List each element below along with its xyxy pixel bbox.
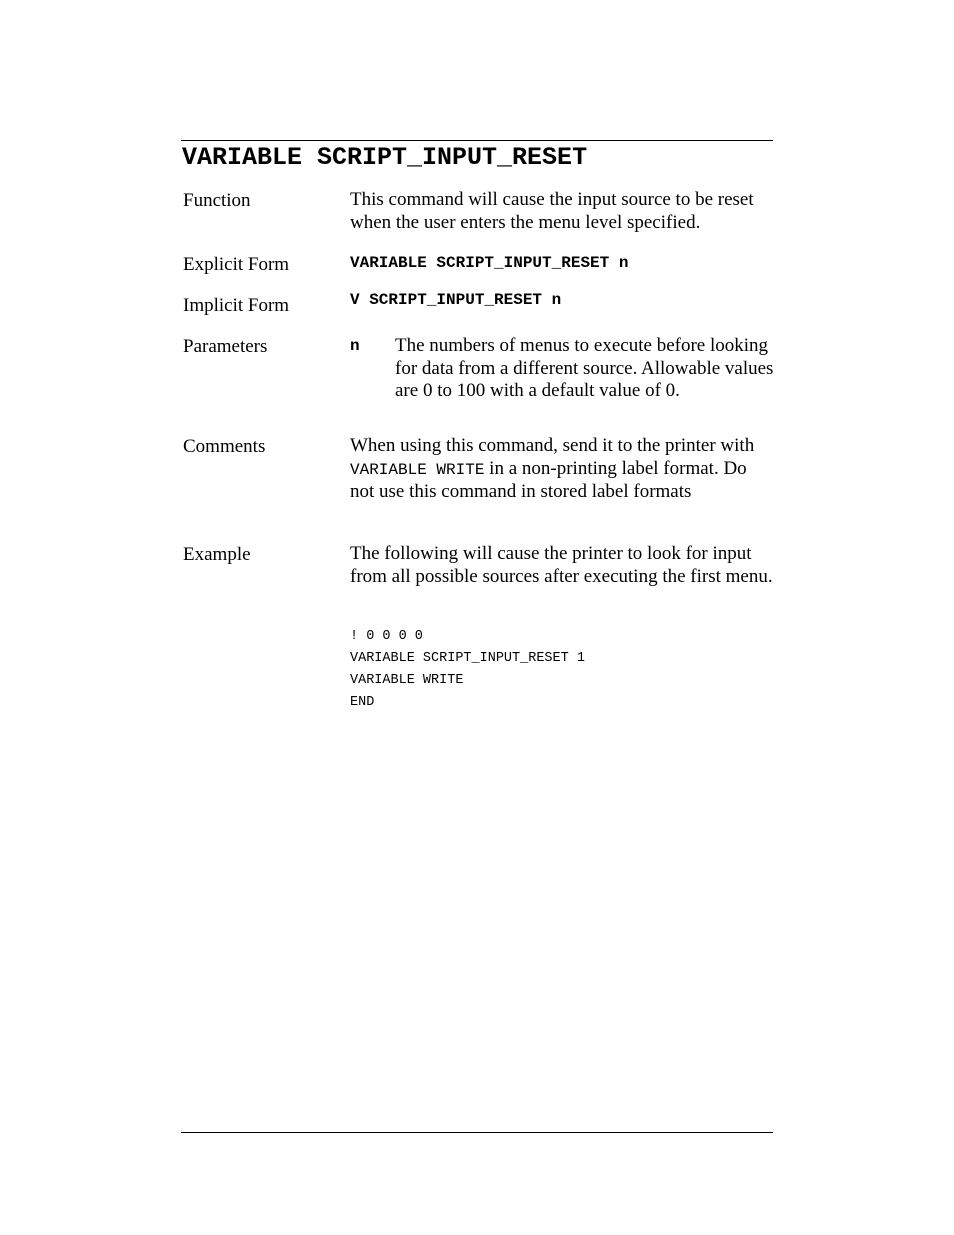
- comments-text-after: in a non-printing label format. Do not use this command in stored label formats: [350, 457, 747, 502]
- top-rule: [181, 140, 773, 141]
- code-line: END: [350, 695, 375, 710]
- page-title: VARIABLE SCRIPT_INPUT_RESET: [182, 143, 588, 172]
- code-line: VARIABLE SCRIPT_INPUT_RESET 1: [350, 651, 585, 666]
- code-line: VARIABLE WRITE: [350, 673, 464, 688]
- comments-label: Comments: [183, 436, 266, 457]
- comments-text: [350, 435, 770, 504]
- parameter-description: The numbers of menus to execute before looking for data from a different source. Allowable values are 0 to 100 with a default value of 0.: [395, 335, 774, 401]
- example-text: The following will cause the printer to look for input from all possible sources after executing the first menu.: [350, 543, 773, 587]
- function-text: This command will cause the input source to be reset when the user enters the menu level specified.: [350, 189, 754, 233]
- function-label: Function: [183, 190, 251, 211]
- code-line: ! 0 0 0 0: [350, 629, 423, 644]
- explicit-form-code: VARIABLE SCRIPT_INPUT_RESET n: [350, 254, 629, 272]
- parameters-label: Parameters: [183, 336, 268, 357]
- comments-inline-code: VARIABLE WRITE: [350, 460, 485, 479]
- parameter-name: n: [350, 337, 360, 355]
- comments-text-before: When using this command, send it to the printer with: [350, 435, 755, 456]
- bottom-rule: [181, 1132, 773, 1133]
- example-label: Example: [183, 544, 251, 565]
- implicit-form-code: V SCRIPT_INPUT_RESET n: [350, 291, 562, 309]
- example-code-block: [350, 626, 585, 714]
- implicit-form-label: Implicit Form: [183, 295, 290, 316]
- explicit-form-label: Explicit Form: [183, 254, 290, 275]
